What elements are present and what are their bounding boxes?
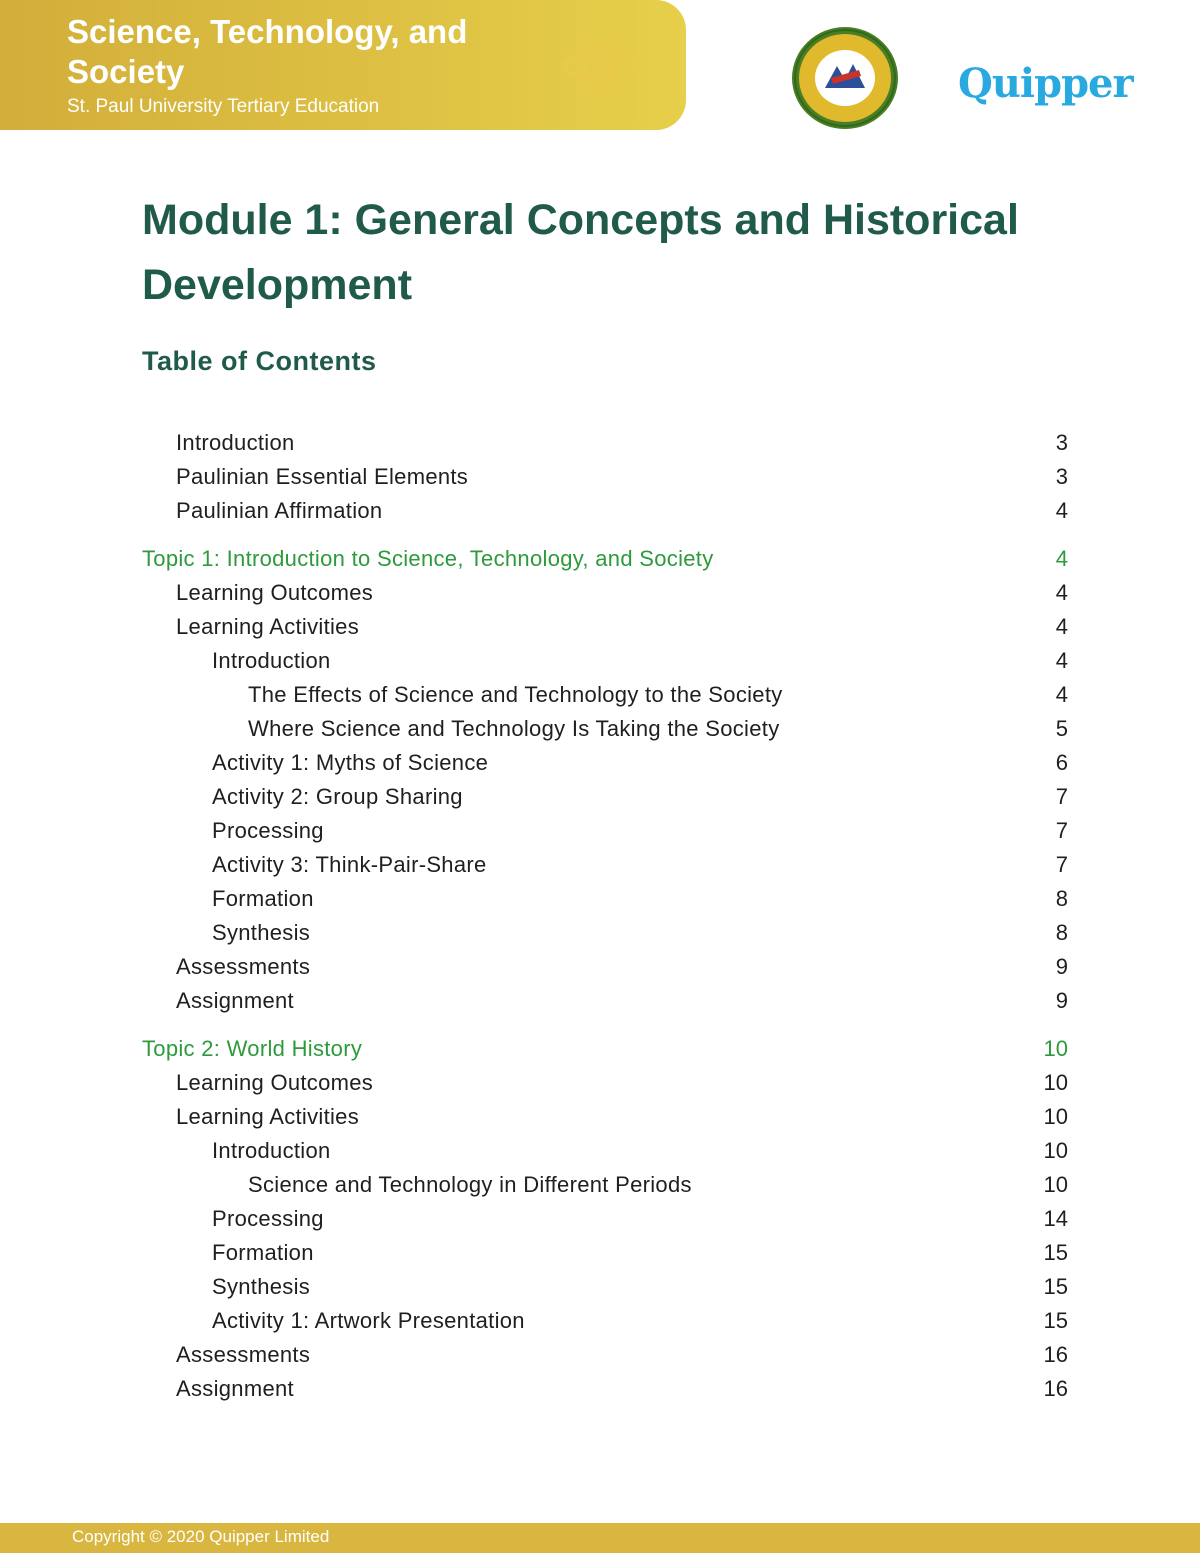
toc-entry-label: Learning Activities: [176, 1104, 360, 1129]
toc-entry[interactable]: [0, 1236, 1200, 1270]
toc-entry-page: 7: [1055, 818, 1068, 843]
toc-entry[interactable]: [0, 1134, 1200, 1168]
toc-entry[interactable]: [0, 494, 1200, 528]
toc-entry-page: 4: [1055, 682, 1068, 707]
toc-entry[interactable]: [0, 1168, 1200, 1202]
toc-entry-page: 3: [1055, 464, 1068, 489]
toc-entry-page: 15: [1043, 1308, 1068, 1333]
toc-entry[interactable]: [0, 1100, 1200, 1134]
toc-topic-entry[interactable]: [0, 1032, 1200, 1066]
toc-entry[interactable]: [0, 1338, 1200, 1372]
copyright-text: Copyright © 2020 Quipper Limited: [72, 1527, 330, 1546]
toc-entry-label: Assignment: [176, 1376, 294, 1401]
toc-entry-page: 4: [1055, 648, 1068, 673]
quipper-logo: Quipper: [958, 60, 1133, 107]
toc-entry-page: 16: [1043, 1376, 1068, 1401]
atom-icon: [562, 30, 634, 102]
toc-entry-page: 4: [1055, 614, 1068, 639]
toc-entry[interactable]: [0, 950, 1200, 984]
toc-entry-page: 7: [1055, 852, 1068, 877]
toc-entry[interactable]: [0, 610, 1200, 644]
toc-entry-page: 10: [1043, 1104, 1068, 1129]
toc-heading: Table of Contents: [142, 346, 377, 376]
toc-entry-label: Topic 2: World History: [142, 1036, 363, 1061]
toc-entry-label: Assignment: [176, 988, 294, 1013]
toc-entry-page: 9: [1055, 954, 1068, 979]
toc-entry-page: 10: [1043, 1036, 1068, 1061]
toc-entry-page: 4: [1055, 546, 1068, 571]
toc-entry[interactable]: [0, 882, 1200, 916]
university-seal-icon: [791, 26, 899, 130]
toc-entry[interactable]: [0, 1372, 1200, 1406]
toc-entry-label: Topic 1: Introduction to Science, Technology, and Society: [142, 546, 714, 571]
footer-bar: [0, 1523, 1200, 1553]
toc-entry-page: 6: [1055, 750, 1068, 775]
toc-entry-page: 10: [1043, 1070, 1068, 1095]
toc-entry-label: Synthesis: [212, 1274, 311, 1299]
toc-entry-page: 8: [1055, 920, 1068, 945]
toc-entry-label: Activity 1: Myths of Science: [212, 750, 489, 775]
toc-entry-page: 7: [1055, 784, 1068, 809]
toc-entry[interactable]: [0, 576, 1200, 610]
toc-entry[interactable]: [0, 1270, 1200, 1304]
toc-entry-label: Learning Activities: [176, 614, 360, 639]
toc-entry-label: Paulinian Essential Elements: [176, 464, 469, 489]
toc-entry[interactable]: [0, 780, 1200, 814]
toc-entry-label: Formation: [212, 886, 314, 911]
toc-entry-label: Activity 2: Group Sharing: [212, 784, 463, 809]
module-title: Module 1: General Concepts and Historical Development: [142, 196, 1019, 309]
toc-entry-page: 4: [1055, 498, 1068, 523]
toc-entry[interactable]: [0, 678, 1200, 712]
toc-entry-label: Activity 1: Artwork Presentation: [212, 1308, 525, 1333]
toc-entry[interactable]: [0, 1066, 1200, 1100]
toc-entry[interactable]: [0, 848, 1200, 882]
institution-name: St. Paul University Tertiary Education: [67, 96, 380, 117]
toc-entry-page: 3: [1055, 430, 1068, 455]
toc-topic-entry[interactable]: [0, 542, 1200, 576]
toc-entry[interactable]: [0, 916, 1200, 950]
toc-entry-page: 4: [1055, 580, 1068, 605]
toc-entry[interactable]: [0, 644, 1200, 678]
toc-entry-page: 14: [1043, 1206, 1068, 1231]
toc-entry-label: Assessments: [176, 1342, 311, 1367]
toc-entry-label: Introduction: [176, 430, 295, 455]
toc-entry-page: 15: [1043, 1274, 1068, 1299]
toc-entry-page: 9: [1055, 988, 1068, 1013]
toc-entry[interactable]: [0, 984, 1200, 1018]
toc-entry[interactable]: [0, 460, 1200, 494]
toc-entry-label: Learning Outcomes: [176, 1070, 374, 1095]
toc-entry-label: Paulinian Affirmation: [176, 498, 383, 523]
toc-entry[interactable]: [0, 1202, 1200, 1236]
toc-entry-label: Learning Outcomes: [176, 580, 374, 605]
toc-entry-label: Introduction: [212, 1138, 331, 1163]
toc-entry[interactable]: [0, 1304, 1200, 1338]
toc-entry-label: Activity 3: Think-Pair-Share: [212, 852, 487, 877]
toc-entry-page: 10: [1043, 1138, 1068, 1163]
toc-entry-label: Formation: [212, 1240, 314, 1265]
toc-entry[interactable]: [0, 746, 1200, 780]
toc-entry[interactable]: [0, 814, 1200, 848]
toc-entry-label: Science and Technology in Different Periods: [248, 1172, 692, 1197]
toc-entry-label: Assessments: [176, 954, 311, 979]
toc-entry-page: 15: [1043, 1240, 1068, 1265]
toc-entry-page: 8: [1055, 886, 1068, 911]
toc-entry-label: The Effects of Science and Technology to the Society: [248, 682, 783, 707]
course-banner: [0, 0, 686, 130]
course-title: Science, Technology, and Society: [67, 13, 468, 90]
toc-entry[interactable]: [0, 426, 1200, 460]
toc-entry-label: Introduction: [212, 648, 331, 673]
toc-entry-page: 10: [1043, 1172, 1068, 1197]
toc-entry-page: 5: [1055, 716, 1068, 741]
toc-entry-label: Processing: [212, 1206, 324, 1231]
toc-entry-label: Synthesis: [212, 920, 311, 945]
toc-entry-label: Processing: [212, 818, 324, 843]
toc-entry[interactable]: [0, 712, 1200, 746]
toc-entry-page: 16: [1043, 1342, 1068, 1367]
toc-entry-label: Where Science and Technology Is Taking the Society: [248, 716, 780, 741]
